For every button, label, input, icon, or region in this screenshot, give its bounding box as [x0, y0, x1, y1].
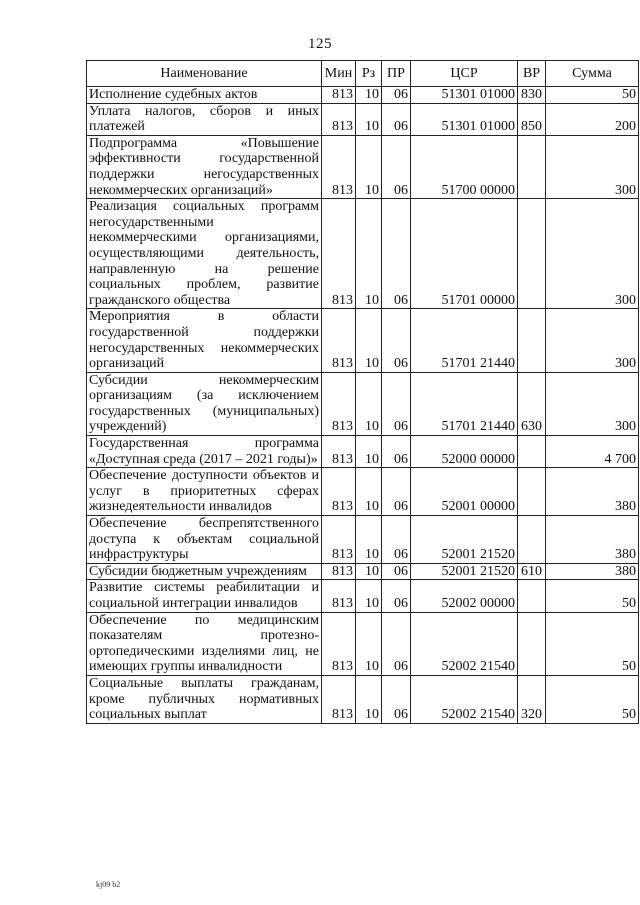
row-rz: 10 — [356, 135, 382, 198]
table-row — [87, 309, 639, 372]
row-name: Социальные выплаты гражданам, кроме публичных нормативных социальных выплат — [87, 675, 322, 723]
table-row — [87, 675, 639, 723]
row-csr: 52000 00000 — [411, 436, 518, 468]
table-row — [87, 372, 639, 435]
row-name: Исполнение судебных актов — [87, 87, 322, 104]
row-csr: 52001 00000 — [411, 468, 518, 516]
row-min: 813 — [322, 135, 356, 198]
row-pr: 06 — [382, 436, 411, 468]
row-name: Обеспечение беспрепятственного доступа к объектам социальной инфраструктуры — [87, 516, 322, 564]
row-vr — [518, 135, 546, 198]
table-row — [87, 135, 639, 198]
row-rz: 10 — [356, 516, 382, 564]
row-csr: 51701 21440 — [411, 372, 518, 435]
row-min: 813 — [322, 87, 356, 104]
row-csr: 51301 01000 — [411, 103, 518, 135]
row-vr — [518, 309, 546, 372]
table-row — [87, 612, 639, 675]
row-csr: 52002 00000 — [411, 580, 518, 612]
row-vr: 610 — [518, 563, 546, 580]
row-sum: 380 — [546, 516, 639, 564]
row-sum: 300 — [546, 372, 639, 435]
row-rz: 10 — [356, 675, 382, 723]
row-vr — [518, 612, 546, 675]
row-csr: 52002 21540 — [411, 612, 518, 675]
row-rz: 10 — [356, 103, 382, 135]
row-min: 813 — [322, 309, 356, 372]
row-name: Развитие системы реабилитации и социальной интеграции инвалидов — [87, 580, 322, 612]
row-name: Обеспечение по медицинским показателям протезно-ортопедическими изделиями лиц, не имеющих группы инвалидности — [87, 612, 322, 675]
table-row — [87, 563, 639, 580]
row-pr: 06 — [382, 580, 411, 612]
row-vr — [518, 436, 546, 468]
row-min: 813 — [322, 468, 356, 516]
row-pr: 06 — [382, 468, 411, 516]
row-pr: 06 — [382, 563, 411, 580]
row-rz: 10 — [356, 372, 382, 435]
row-sum: 300 — [546, 199, 639, 309]
header-rz: Рз — [356, 61, 382, 87]
row-rz: 10 — [356, 436, 382, 468]
row-pr: 06 — [382, 516, 411, 564]
row-name: Субсидии бюджетным учреждениям — [87, 563, 322, 580]
row-csr: 51700 00000 — [411, 135, 518, 198]
row-vr: 630 — [518, 372, 546, 435]
table-row — [87, 516, 639, 564]
row-rz: 10 — [356, 309, 382, 372]
budget-table — [86, 60, 639, 724]
row-pr: 06 — [382, 87, 411, 104]
row-name: Обеспечение доступности объектов и услуг в приоритетных сферах жизнедеятельности инвалидов — [87, 468, 322, 516]
table-body — [87, 87, 639, 724]
row-csr: 52002 21540 — [411, 675, 518, 723]
row-min: 813 — [322, 199, 356, 309]
row-min: 813 — [322, 675, 356, 723]
row-rz: 10 — [356, 563, 382, 580]
row-rz: 10 — [356, 468, 382, 516]
row-sum: 380 — [546, 563, 639, 580]
row-sum: 4 700 — [546, 436, 639, 468]
row-min: 813 — [322, 372, 356, 435]
row-pr: 06 — [382, 675, 411, 723]
row-rz: 10 — [356, 87, 382, 104]
header-csr: ЦСР — [411, 61, 518, 87]
row-sum: 380 — [546, 468, 639, 516]
table-row — [87, 199, 639, 309]
row-rz: 10 — [356, 580, 382, 612]
row-min: 813 — [322, 612, 356, 675]
table-row — [87, 87, 639, 104]
row-vr: 830 — [518, 87, 546, 104]
row-vr — [518, 580, 546, 612]
row-pr: 06 — [382, 372, 411, 435]
row-sum: 50 — [546, 612, 639, 675]
row-sum: 300 — [546, 309, 639, 372]
row-name: Субсидии некоммерческим организациям (за исключением государственных (муниципальных) учреждений) — [87, 372, 322, 435]
row-min: 813 — [322, 563, 356, 580]
table-row — [87, 103, 639, 135]
row-min: 813 — [322, 103, 356, 135]
row-min: 813 — [322, 580, 356, 612]
table-row — [87, 468, 639, 516]
header-pr: ПР — [382, 61, 411, 87]
row-rz: 10 — [356, 612, 382, 675]
row-csr: 51301 01000 — [411, 87, 518, 104]
row-name: Реализация социальных программ негосударственными некоммерческими организациями, осуществляющими деятельность, направленную на решение социальных проблем, развитие гражданского общества — [87, 199, 322, 309]
row-vr: 850 — [518, 103, 546, 135]
row-vr — [518, 199, 546, 309]
row-name: Уплата налогов, сборов и иных платежей — [87, 103, 322, 135]
row-sum: 200 — [546, 103, 639, 135]
row-min: 813 — [322, 436, 356, 468]
row-pr: 06 — [382, 103, 411, 135]
row-vr — [518, 468, 546, 516]
row-min: 813 — [322, 516, 356, 564]
page-number: 125 — [308, 36, 332, 52]
row-csr: 52001 21520 — [411, 516, 518, 564]
row-rz: 10 — [356, 199, 382, 309]
row-sum: 50 — [546, 580, 639, 612]
row-csr: 52001 21520 — [411, 563, 518, 580]
header-min: Мин — [322, 61, 356, 87]
row-name: Государственная программа «Доступная среда (2017 – 2021 годы)» — [87, 436, 322, 468]
row-pr: 06 — [382, 309, 411, 372]
row-sum: 50 — [546, 675, 639, 723]
table-row — [87, 436, 639, 468]
row-name: Подпрограмма «Повышение эффективности государственной поддержки негосударственных некоммерческих организаций» — [87, 135, 322, 198]
row-vr — [518, 516, 546, 564]
header-vr: ВР — [518, 61, 546, 87]
header-sum: Сумма — [546, 61, 639, 87]
row-pr: 06 — [382, 199, 411, 309]
row-sum: 300 — [546, 135, 639, 198]
table-header-row — [87, 61, 639, 87]
table-row — [87, 580, 639, 612]
row-pr: 06 — [382, 612, 411, 675]
row-vr: 320 — [518, 675, 546, 723]
document-code: kj09 b2 — [96, 880, 121, 889]
row-name: Мероприятия в области государственной поддержки негосударственных некоммерческих организаций — [87, 309, 322, 372]
row-sum: 50 — [546, 87, 639, 104]
header-name: Наименование — [87, 61, 322, 87]
row-pr: 06 — [382, 135, 411, 198]
row-csr: 51701 21440 — [411, 309, 518, 372]
row-csr: 51701 00000 — [411, 199, 518, 309]
